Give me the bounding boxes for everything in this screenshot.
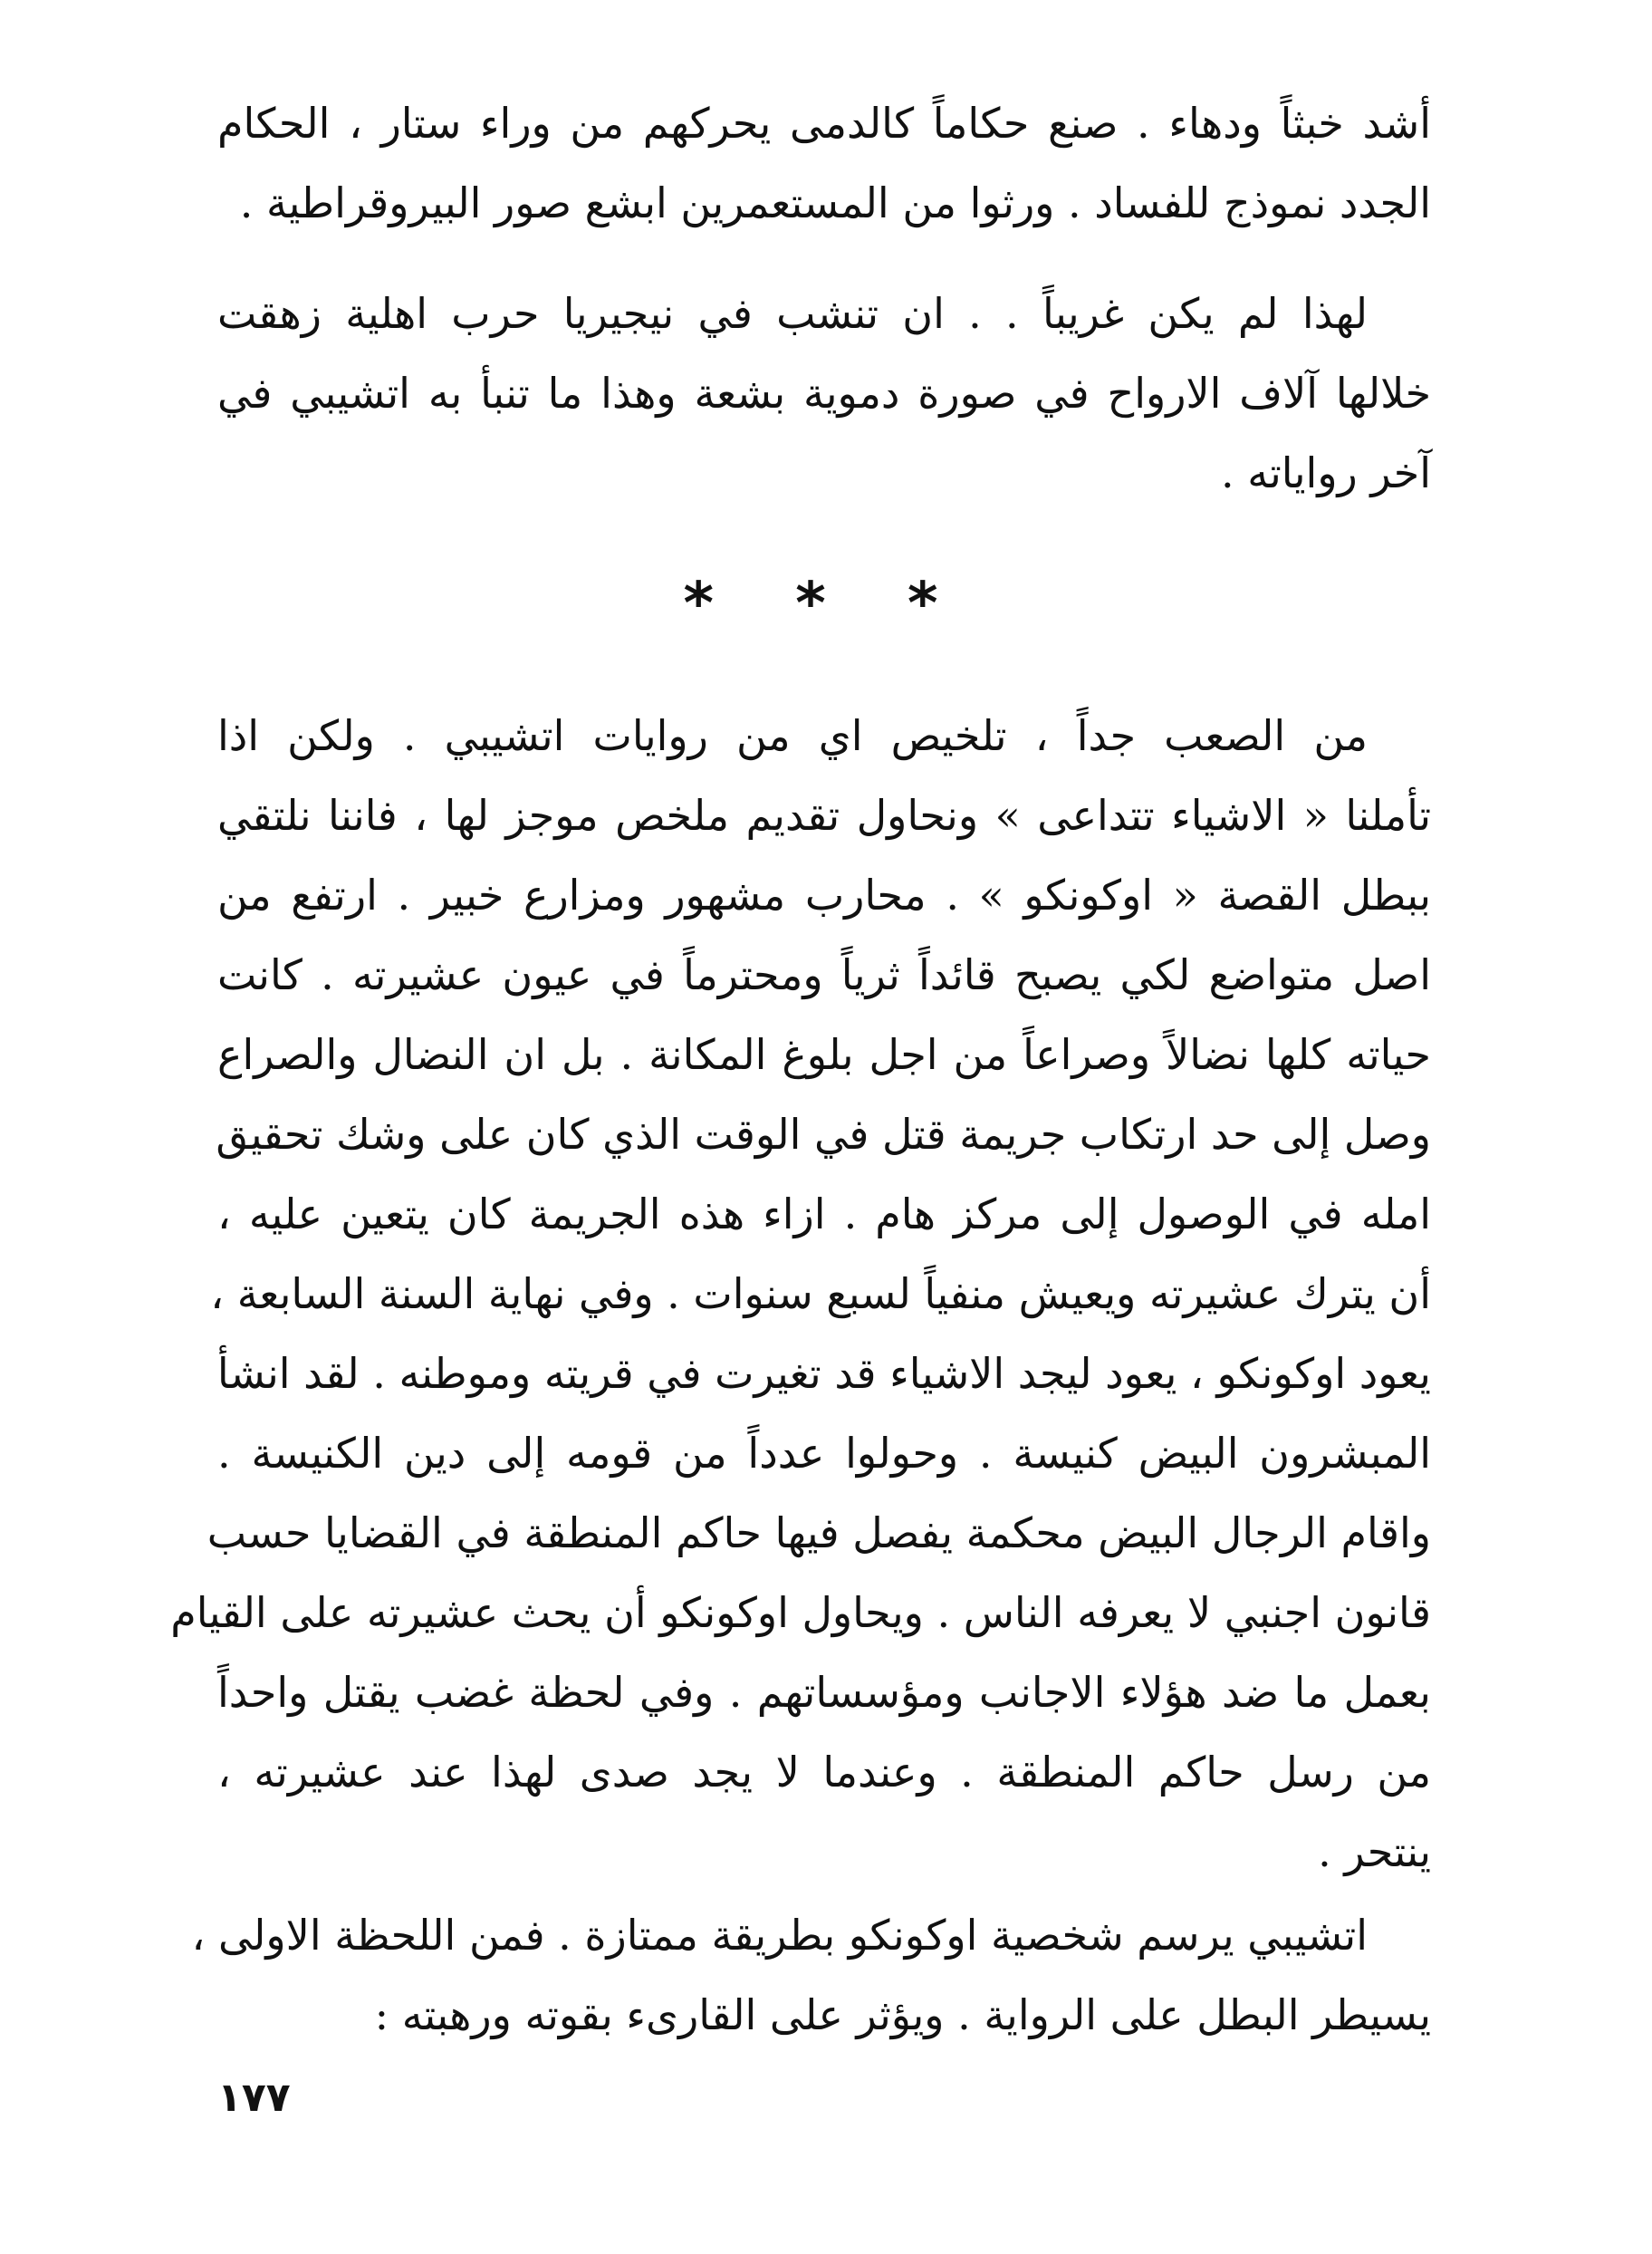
text-line: من الصعب جداً ، تلخيص اي من روايات اتشيبي . ولكن اذا	[217, 711, 1368, 760]
text-line: أن يترك عشيرته ويعيش منفياً لسبع سنوات . وفي نهاية السنة السابعة ،	[210, 1269, 1431, 1318]
text-line: ببطل القصة « اوكونكو » . محارب مشهور ومزارع خبير . ارتفع من	[217, 871, 1431, 920]
text-line: اتشيبي يرسم شخصية اوكونكو بطريقة ممتازة . فمن اللحظة الاولى ،	[191, 1911, 1368, 1960]
text-line: امله في الوصول إلى مركز هام . ازاء هذه الجريمة كان يتعين عليه ،	[217, 1190, 1431, 1238]
text-line: أشد خبثاً ودهاء . صنع حكاماً كالدمى يحركهم من وراء ستار ، الحكام	[217, 99, 1431, 148]
text-line: المبشرون البيض كنيسة . وحولوا عدداً من قومه إلى دين الكنيسة .	[217, 1429, 1431, 1478]
text-line: يسيطر البطل على الرواية . ويؤثر على القارىء بقوته ورهبته :	[374, 1990, 1431, 2039]
text-line: آخر رواياته .	[1221, 448, 1431, 497]
text-line: واقام الرجال البيض محكمة يفصل فيها حاكم المنطقة في القضايا حسب	[206, 1508, 1431, 1557]
text-line: اصل متواضع لكي يصبح قائداً ثرياً ومحترماً في عيون عشيرته . كانت	[217, 950, 1431, 999]
text-line: خلالها آلاف الارواح في صورة دموية بشعة وهذا ما تنبأ به اتشيبي في	[217, 369, 1431, 418]
text-line: قانون اجنبي لا يعرفه الناس . ويحاول اوكونكو أن يحث عشيرته على القيام	[170, 1588, 1431, 1637]
text-line: وصل إلى حد ارتكاب جريمة قتل في الوقت الذي كان على وشك تحقيق	[216, 1110, 1431, 1159]
text-line: لهذا لم يكن غريباً . . ان تنشب في نيجيريا حرب اهلية زهقت	[217, 289, 1368, 338]
text-line: بعمل ما ضد هؤلاء الاجانب ومؤسساتهم . وفي لحظة غضب يقتل واحداً	[217, 1668, 1431, 1717]
section-separator: * * *	[683, 571, 969, 638]
paragraph-2	[217, 274, 1431, 513]
paragraph-3	[170, 696, 1431, 1892]
text-line: حياته كلها نضالاً وصراعاً من اجل بلوغ المكانة . بل ان النضال والصراع	[217, 1030, 1431, 1079]
text-line: ينتحر .	[1318, 1827, 1431, 1876]
text-line: يعود اوكونكو ، يعود ليجد الاشياء قد تغيرت في قريته وموطنه . لقد انشأ	[216, 1349, 1431, 1398]
text-line: من رسل حاكم المنطقة . وعندما لا يجد صدى لهذا عند عشيرته ،	[217, 1748, 1431, 1796]
paragraph-4	[191, 1895, 1431, 2055]
paragraph-1	[217, 83, 1431, 243]
text-line: الجدد نموذج للفساد . ورثوا من المستعمرين ابشع صور البيروقراطية .	[239, 178, 1431, 227]
text-line: تأملنا « الاشياء تتداعى » ونحاول تقديم ملخص موجز لها ، فاننا نلتقي	[217, 791, 1431, 840]
page-number: ١٧٧	[217, 2075, 291, 2121]
